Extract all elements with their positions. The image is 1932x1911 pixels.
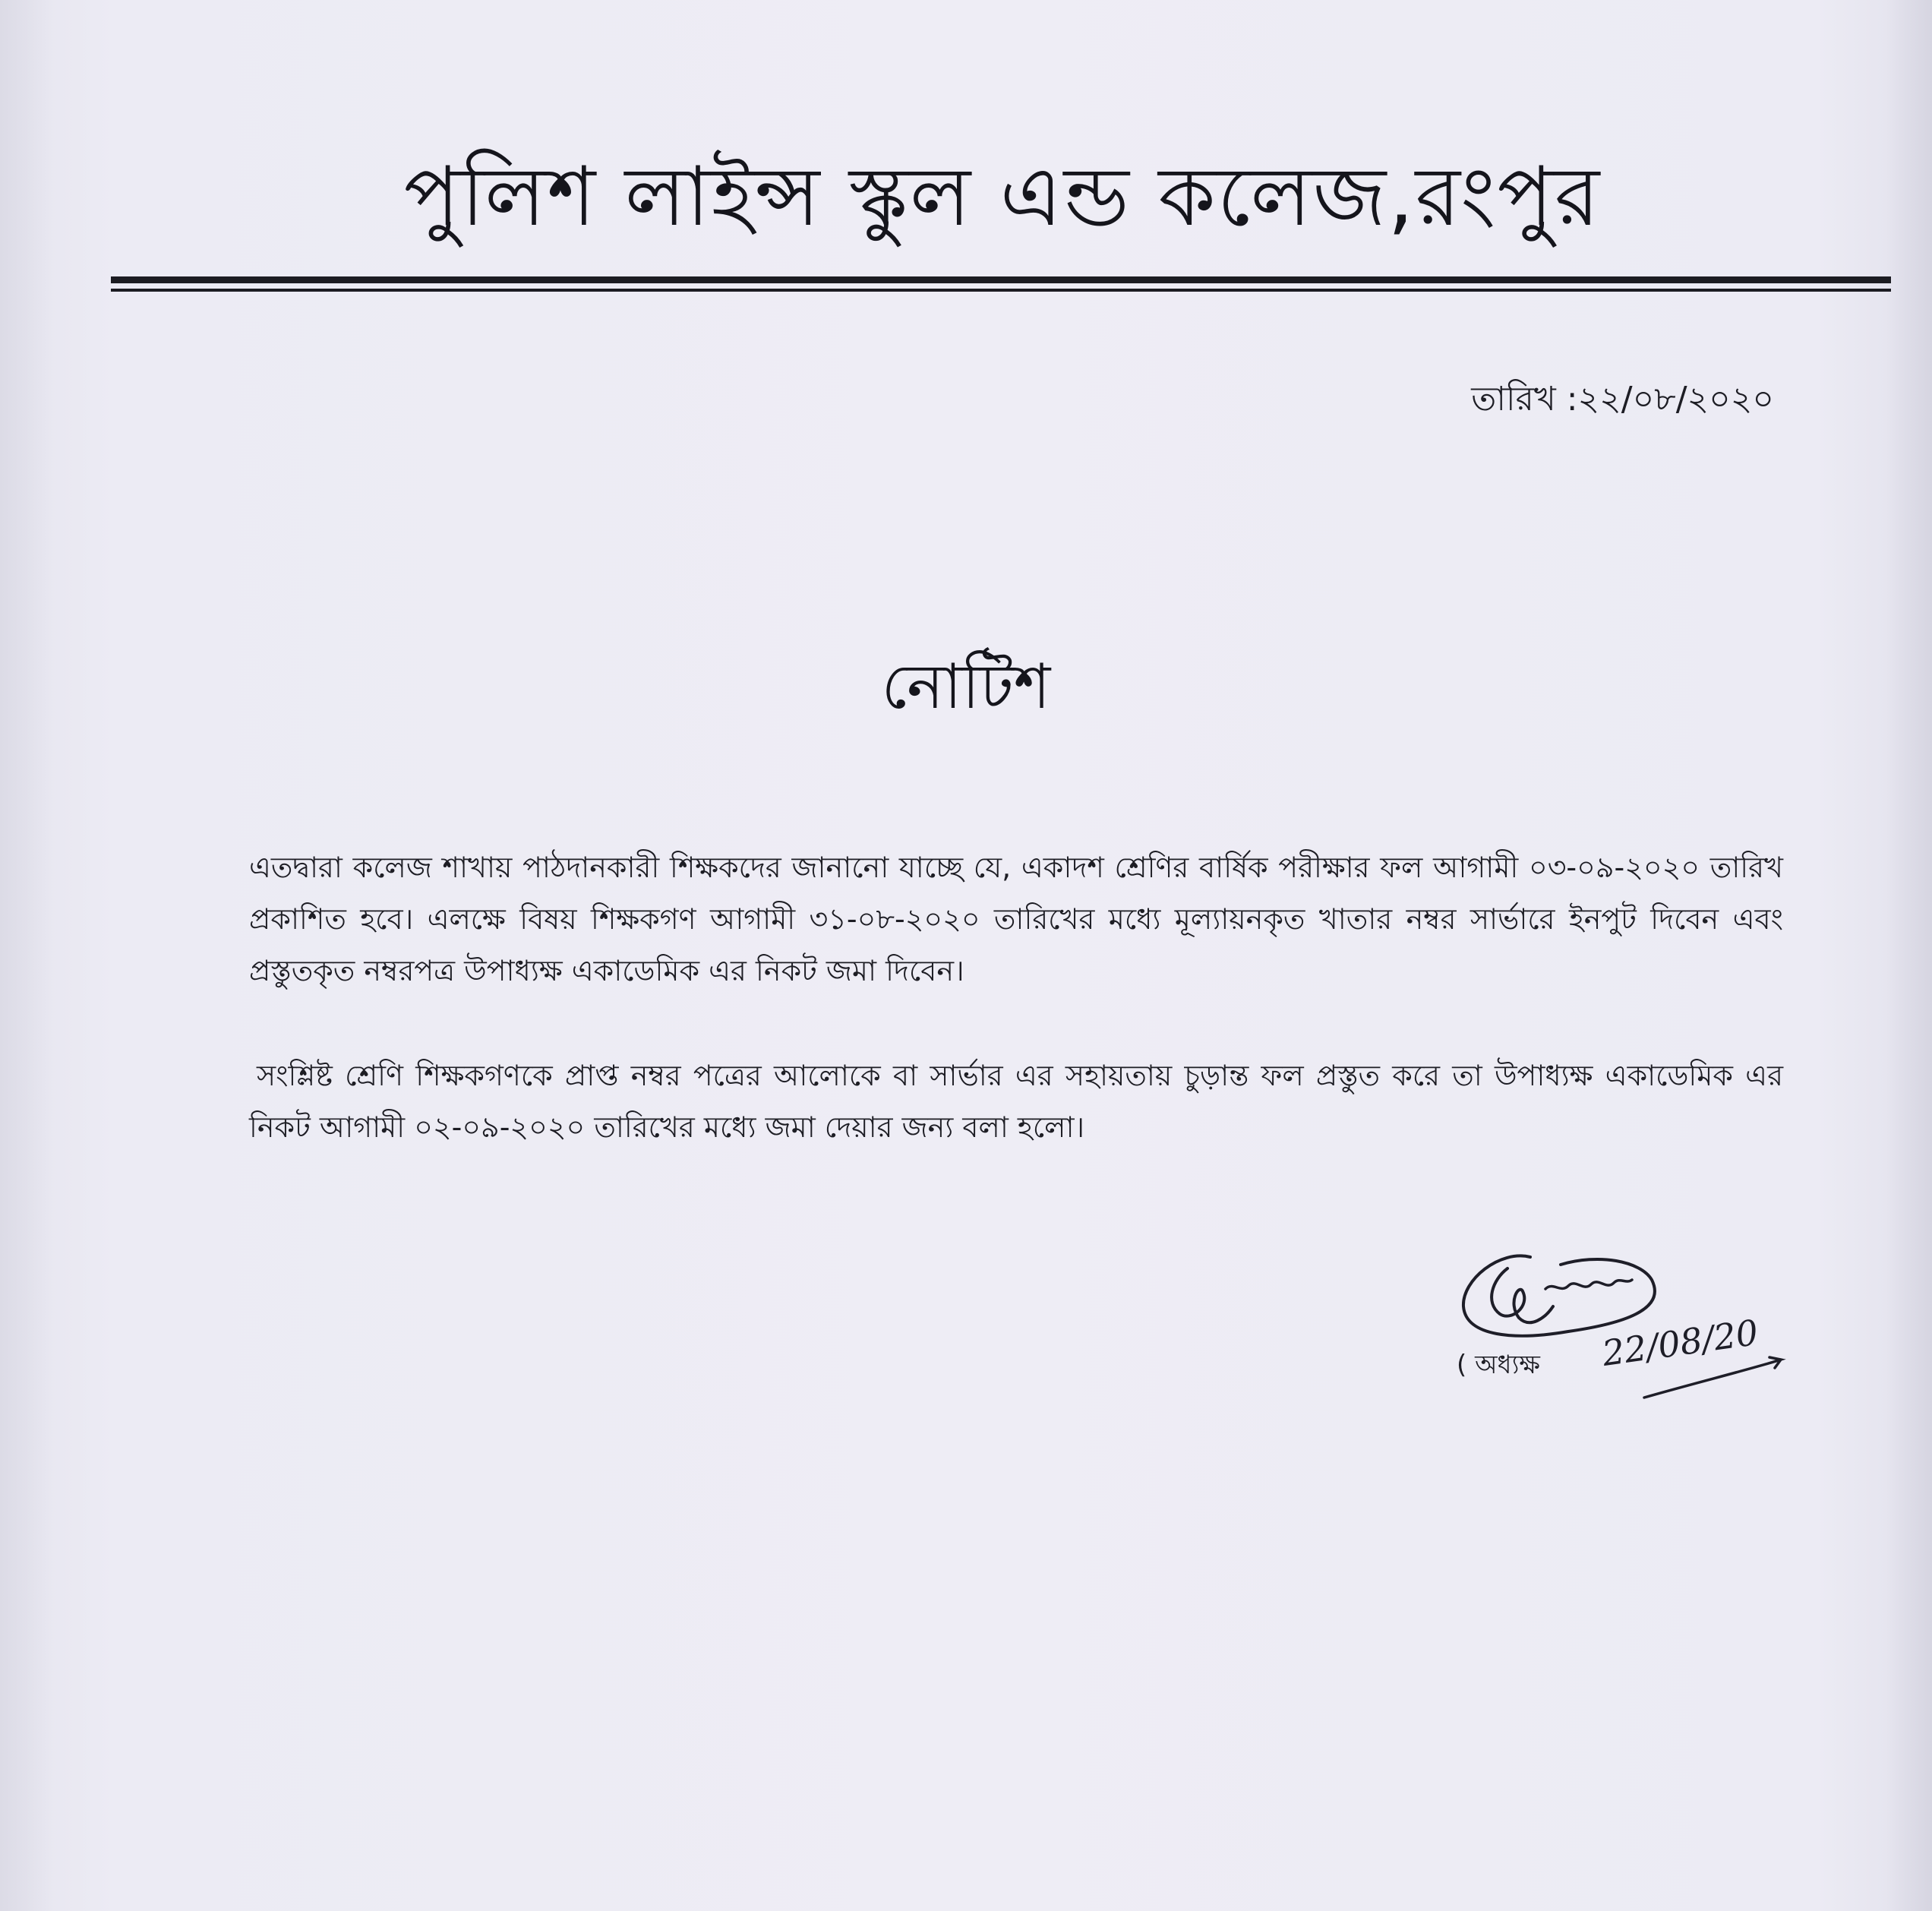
notice-paragraph-2: সংশ্লিষ্ট শ্রেণি শিক্ষকগণকে প্রাপ্ত নম্বর পত্রের আলোকে বা সার্ভার এর সহায়তায় চুড়ান্ত ফল প্রস্তুত করে তা উপাধ্যক্ষ একাডেমিক এর নিকট আগামী ০২-০৯-২০২০ তারিখের মধ্যে জমা দেয়ার জন্য বলা হলো। <box>249 1059 1783 1144</box>
signature-squiggle <box>1545 1280 1632 1289</box>
header-rule-thick <box>111 276 1891 283</box>
notice-paragraph-1: এতদ্বারা কলেজ শাখায় পাঠদানকারী শিক্ষকদের জানানো যাচ্ছে যে, একাদশ শ্রেণির বার্ষিক পরীক্ষার ফল আগামী ০৩-০৯-২০২০ তারিখ প্রকাশিত হবে। এলক্ষে বিষয় শিক্ষকগণ আগামী ৩১-০৮-২০২০ তারিখের মধ্যে মূল্যায়নকৃত খাতার নম্বর সার্ভারে ইনপুট দিবেন এবং প্রস্তুতকৃত নম্বরপত্র উপাধ্যক্ষ একাডেমিক এর নিকট জমা দিবেন। <box>249 851 1783 987</box>
institution-title: পুলিশ লাইন্স স্কুল এন্ড কলেজ,রংপুর <box>403 150 1602 245</box>
notice-heading: নোটিশ <box>881 651 1051 723</box>
page-right-edge <box>1886 0 1932 1911</box>
page-left-shadow <box>0 0 53 1911</box>
notice-date: তারিখ :২২/০৮/২০২০ <box>1471 380 1774 419</box>
handwritten-date: 22/08/20 <box>1599 1311 1761 1375</box>
signature-initial <box>1492 1268 1553 1322</box>
principal-designation: ( অধ্যক্ষ <box>1457 1350 1540 1380</box>
header-rule-thin <box>111 289 1891 292</box>
